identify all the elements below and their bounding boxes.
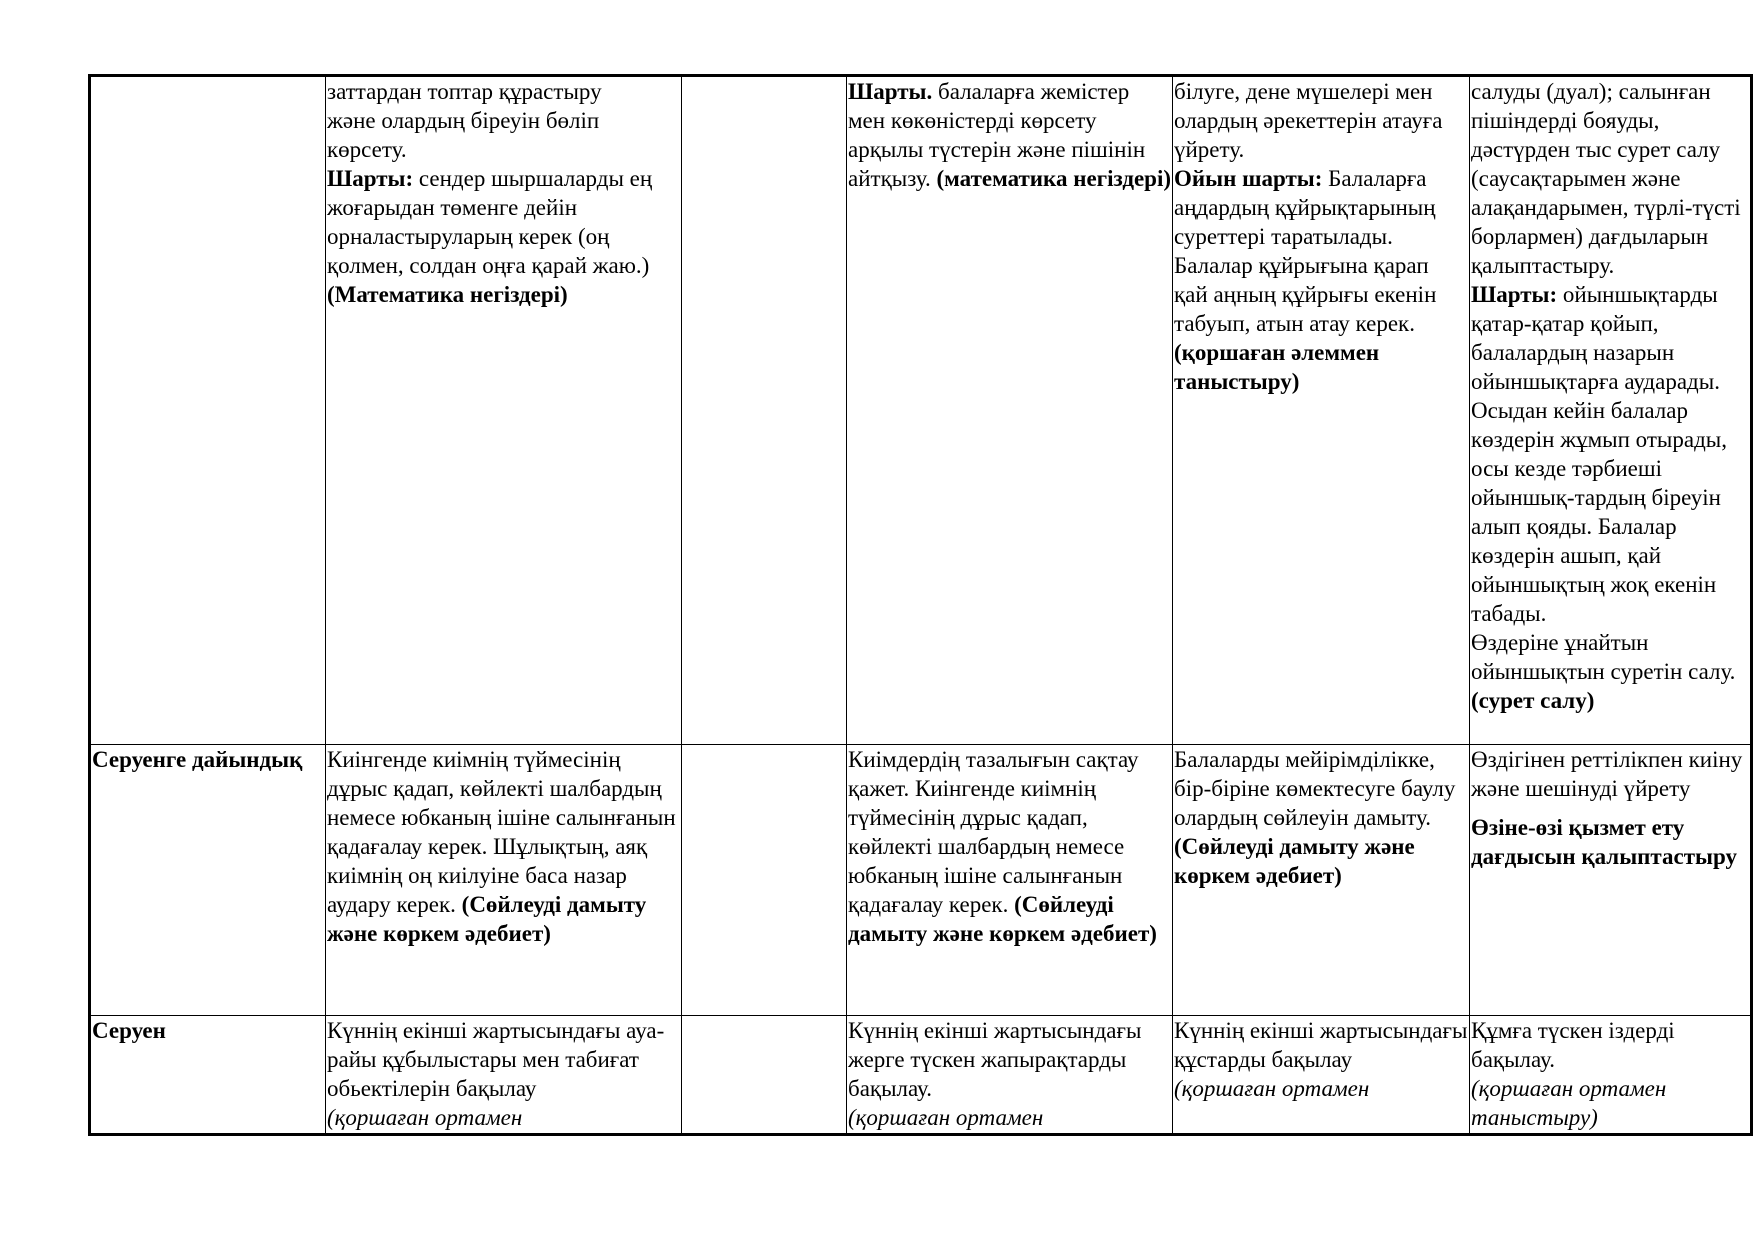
table-cell (847, 745, 1173, 1016)
condition-text: сендер шыршаларды ең жоғарыдан төменге дейін орналастыруларың керек (оң қолмен, солдан оңға қарай жаю.) (327, 166, 653, 278)
table-cell (1173, 1016, 1470, 1135)
subject-label: (Сөйлеуді дамыту және көркем әдебиет) (1174, 834, 1415, 888)
subject-label: (Сөйлеуді дамыту және көркем әдебиет) (327, 892, 647, 946)
cell-text-tail (1471, 628, 1749, 715)
cell-text: Күннің екінші жартысындағы жерге түскен жапырақтарды бақылау. (848, 1018, 1142, 1101)
table-cell (326, 745, 682, 1016)
condition-text: ойыншықтарды қатар-қатар қойып, балалардың назарын ойыншықтарға аударады. Осыдан кейін балалар көздерін жұмып отырады, осы кезде тәрбиеші ойыншық-тардың біреуін алып қояды. Балалар көздерін ашып, қай ойыншықтың жоқ екенін табады. (1471, 282, 1727, 626)
subject-label: (қоршаған ортамен таныстыру) (1471, 1076, 1667, 1130)
cell-text-line: көрсету. (327, 137, 407, 162)
game-condition-text: Балаларға аңдардың құйрықтарының суреттері таратылады. Балалар құйрығына қарап қай аңның құйрығы екенін табуып, атын атау керек. (1174, 166, 1437, 336)
subject-label: (қоршаған ортамен (1174, 1076, 1370, 1101)
table-cell (847, 76, 1173, 745)
table-row (90, 745, 1752, 1016)
row-header-cell (90, 76, 326, 745)
condition-text: балаларға жемістер мен көкөністерді көрсету арқылы түстерін және пішінін айтқызу. (848, 79, 1146, 191)
plan-table (88, 74, 1753, 1136)
game-condition-label: Ойын шарты: (1174, 166, 1323, 191)
subject-label: (Математика негіздері) (327, 282, 568, 307)
subject-label: (қоршаған ортамен (327, 1105, 523, 1130)
condition-label: Шарты. (848, 79, 933, 104)
cell-text: Өздігінен реттілікпен киіну және шешінуді үйрету (1471, 747, 1743, 801)
condition-label: Шарты: (1471, 282, 1558, 307)
cell-text: салуды (дуал); салынған пішіндерді бояуды, дәстүрден тыс сурет салу (саусақтарымен және алақандарымен, түрлі-түсті борлармен) дағдыларын қалыптастыру. (1471, 79, 1741, 278)
cell-text: Күннің екінші жартысындағы ауа-райы құбылыстары мен табиғат обьектілерін бақылау (327, 1018, 665, 1101)
subject-label: (қоршаған ортамен (848, 1105, 1044, 1130)
subject-label: (Сөйлеуді дамыту және көркем әдебиет) (848, 892, 1157, 946)
subject-label: (математика негіздері) (936, 166, 1172, 191)
row-header-cell: Серуенге дайындық (90, 745, 326, 1016)
condition-label: Шарты: (327, 166, 414, 191)
tail-text: Өздеріне ұнайтын ойыншықтын суретін салу. (1471, 630, 1736, 684)
spacer (1471, 803, 1749, 813)
cell-text: Киімдердің тазалығын сақтау қажет. Киінгенде киімнің түймесінің дұрыс қадап, көйлекті шалбардың немесе юбканың ішіне салынғанын қадағалау керек. (848, 747, 1139, 917)
row-header-cell: Серуен (90, 1016, 326, 1135)
cell-text: Киінгенде киімнің түймесінің дұрыс қадап, көйлекті шалбардың немесе юбканың ішіне салынғанын қадағалау керек. Шұлықтың, аяқ киімнің оң киілуіне баса назар аудару керек. (327, 747, 676, 917)
subject-label: (сурет салу) (1471, 688, 1595, 713)
table-cell (326, 76, 682, 745)
cell-text: Құмға түскен іздерді бақылау. (1471, 1018, 1675, 1072)
table-cell (682, 745, 847, 1016)
table-cell (847, 1016, 1173, 1135)
table-row (90, 76, 1752, 745)
subject-label: Өзіне-өзі қызмет ету дағдысын қалыптастыру (1471, 815, 1737, 869)
table-cell (682, 76, 847, 745)
cell-text: Балаларды мейірімділікке, бір-біріне көмектесуге баулу олардың сөйлеуін дамыту. (1174, 747, 1456, 830)
table-cell (1173, 745, 1470, 1016)
table-cell (326, 1016, 682, 1135)
cell-text: білуге, дене мүшелері мен олардың әрекеттерін атауға үйрету. (1174, 79, 1443, 162)
table-row (90, 1016, 1752, 1135)
table-cell (1470, 76, 1752, 745)
cell-text-line: және олардың біреуін бөліп (327, 108, 600, 133)
table-cell (1470, 745, 1752, 1016)
subject-label: (қоршаған әлеммен таныстыру) (1174, 340, 1380, 394)
cell-text-line: заттардан топтар құрастыру (327, 79, 602, 104)
cell-text: Күннің екінші жартысындағы құстарды бақылау (1174, 1018, 1468, 1072)
table-cell (1470, 1016, 1752, 1135)
table-cell (1173, 76, 1470, 745)
table-cell (682, 1016, 847, 1135)
